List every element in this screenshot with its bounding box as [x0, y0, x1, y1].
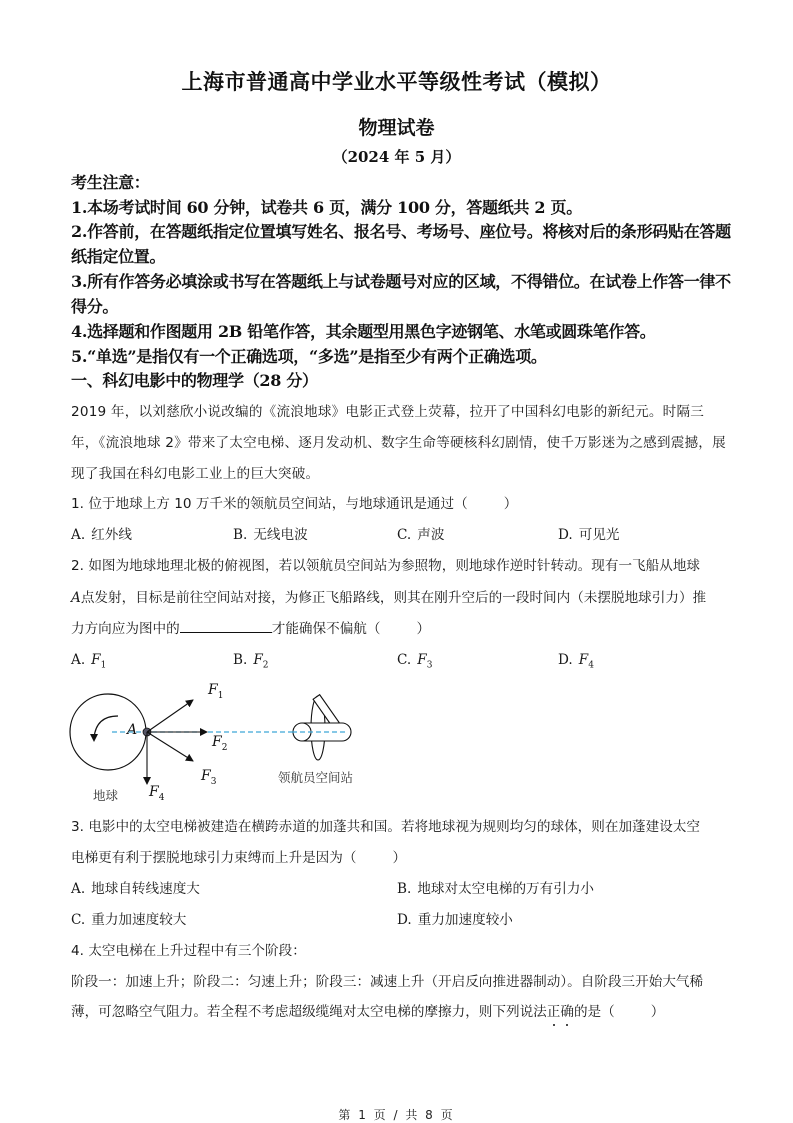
option-sub: 4 — [588, 660, 594, 671]
q2-option-b[interactable] — [233, 652, 268, 671]
question-3 — [71, 815, 700, 835]
notice-item-1: 1.本场考试时间 60 分钟，试卷共 6 页，满分 100 分，答题纸共 2 页。 — [71, 198, 582, 217]
point-a-var: A — [71, 590, 81, 606]
f3-label: $F_3$ — [201, 768, 217, 787]
option-text: 红外线 — [91, 527, 132, 543]
earth-station-diagram — [66, 680, 386, 810]
question-1 — [71, 492, 517, 512]
option-label: B. — [397, 881, 412, 897]
question-stem-line3b: 的是（ — [573, 1004, 615, 1020]
option-label: A. — [71, 527, 86, 543]
question-stem: 位于地球上方 10 万千米的领航员空间站，与地球通讯是通过（ — [88, 496, 468, 512]
q1-option-b[interactable] — [233, 523, 308, 543]
q1-option-a[interactable] — [71, 523, 132, 543]
option-label: D. — [397, 912, 412, 928]
question-2-line3 — [71, 617, 430, 637]
question-2 — [71, 554, 700, 574]
question-stem-line3a: 力方向应为图中的 — [71, 621, 180, 637]
option-var: F — [578, 652, 589, 668]
question-4-line2 — [71, 970, 703, 990]
question-stem-line1: 太空电梯在上升过程中有三个阶段： — [88, 943, 306, 959]
question-4 — [71, 939, 306, 959]
exam-subtitle: 物理试卷 — [358, 117, 435, 139]
option-label: D. — [558, 527, 573, 543]
station-label: 领航员空间站 — [278, 770, 354, 785]
notice-heading: 考生注意： — [71, 173, 150, 192]
option-label: B. — [233, 652, 248, 668]
option-text: 可见光 — [578, 527, 620, 543]
page-footer: 第 1 页 / 共 8 页 — [338, 1108, 455, 1122]
q1-option-c[interactable] — [397, 523, 444, 543]
notice-item-2: 2.作答前，在答题纸指定位置填写姓名、报名号、考场号、座位号。将核对后的条形码贴在答题纸指定位置。 — [71, 222, 731, 266]
question-stem-line2: 电梯更有利于摆脱地球引力束缚而上升是因为（ — [71, 850, 357, 866]
question-number: 1. — [71, 496, 84, 512]
f4-label: $F_4$ — [149, 784, 165, 803]
section-intro: 2019 年，以刘慈欣小说改编的《流浪地球》电影正式登上荧幕，拉开了中国科幻电影的新纪元。时隔三年，《流浪地球 2》带来了太空电梯、逐月发动机、数字生命等硬核科幻剧情，使千万影迷为之感到震撼，展现了我国在科幻电影工业上的巨大突破。 — [71, 404, 726, 482]
option-var: F — [91, 652, 101, 668]
option-text: 地球自转线速度大 — [91, 881, 200, 897]
notice-item-5: 5.“单选”是指仅有一个正确选项，“多选”是指至少有两个正确选项。 — [71, 347, 547, 366]
option-text: 无线电波 — [253, 527, 308, 543]
q3-option-c[interactable] — [71, 908, 186, 928]
force-f1-arrow — [147, 700, 193, 732]
earth-label: 地球 — [93, 788, 119, 803]
exam-title: 上海市普通高中学业水平等级性考试（模拟） — [181, 69, 612, 94]
force-f3-arrow — [147, 732, 193, 761]
q3-option-b[interactable] — [397, 877, 594, 897]
question-stem-line2: 阶段一：加速上升；阶段二：匀速上升；阶段三：减速上升（开启反向推进器制动）。自阶段三开始大气稀 — [71, 974, 704, 990]
question-paren-close: ） — [650, 1004, 665, 1020]
question-paren-close: ） — [416, 621, 431, 637]
question-stem-line2: 点发射，目标是前往空间站对接，为修正飞船路线，则其在刚升空后的一段时间内（未摆脱地球引力）推 — [80, 590, 707, 606]
point-a-label: A — [127, 722, 138, 738]
option-sub: 2 — [262, 660, 269, 671]
question-number: 4. — [71, 943, 84, 959]
notice-item-3: 3.所有作答务必填涂或书写在答题纸上与试卷题号对应的区域，不得错位。在试卷上作答一律不得分。 — [71, 272, 731, 316]
option-sub: 3 — [426, 660, 433, 671]
option-label: C. — [397, 527, 412, 543]
option-text: 重力加速度较大 — [91, 912, 187, 928]
f1-label: $F_1$ — [208, 682, 224, 701]
question-paren-close: ） — [392, 850, 407, 866]
question-3-line2 — [71, 846, 406, 866]
option-text: 重力加速度较小 — [417, 912, 513, 928]
question-stem-line1: 电影中的太空电梯被建造在横跨赤道的加蓬共和国。若将地球视为规则均匀的球体，则在加蓬建设太空 — [88, 819, 701, 835]
section-heading: 一、科幻电影中的物理学（28 分） — [71, 371, 318, 390]
option-var: F — [253, 652, 263, 668]
option-label: A. — [71, 881, 86, 897]
emphasis-char: 正 — [546, 1004, 561, 1020]
question-number: 2. — [71, 558, 84, 574]
q2-option-c[interactable] — [397, 652, 432, 671]
option-label: C. — [397, 652, 412, 668]
q1-option-d[interactable] — [558, 523, 620, 543]
q3-option-a[interactable] — [71, 877, 200, 897]
option-label: A. — [71, 652, 86, 668]
question-paren-close: ） — [503, 496, 518, 512]
notice-item-4: 4.选择题和作图题用 2B 铅笔作答，其余题型用黑色字迹钢笔、水笔或圆珠笔作答。 — [71, 322, 656, 341]
option-label: D. — [558, 652, 573, 668]
f2-label: $F_2$ — [212, 734, 228, 753]
question-stem-line3b: 才能确保不偏航（ — [271, 621, 381, 637]
question-stem-line1: 如图为地球地理北极的俯视图，若以领航员空间站为参照物，则地球作逆时针转动。现有一飞船从地球 — [88, 558, 701, 574]
q2-option-a[interactable] — [71, 652, 106, 671]
question-2-line2 — [71, 586, 706, 606]
option-var: F — [417, 652, 427, 668]
option-label: B. — [233, 527, 248, 543]
question-4-line3 — [71, 1000, 664, 1020]
option-text: 声波 — [417, 527, 445, 543]
q3-option-d[interactable] — [397, 908, 513, 928]
question-stem-line3a: 薄，可忽略空气阻力。若全程不考虑超级缆绳对太空电梯的摩擦力，则下列说法 — [71, 1004, 547, 1020]
option-label: C. — [71, 912, 86, 928]
option-sub: 1 — [100, 660, 107, 671]
emphasis-char: 确 — [560, 1004, 574, 1020]
exam-date: （2024 年 5 月） — [332, 148, 461, 166]
q2-option-d[interactable] — [558, 652, 594, 671]
option-text: 地球对太空电梯的万有引力小 — [417, 881, 595, 897]
answer-blank[interactable] — [180, 620, 272, 633]
question-number: 3. — [71, 819, 84, 835]
